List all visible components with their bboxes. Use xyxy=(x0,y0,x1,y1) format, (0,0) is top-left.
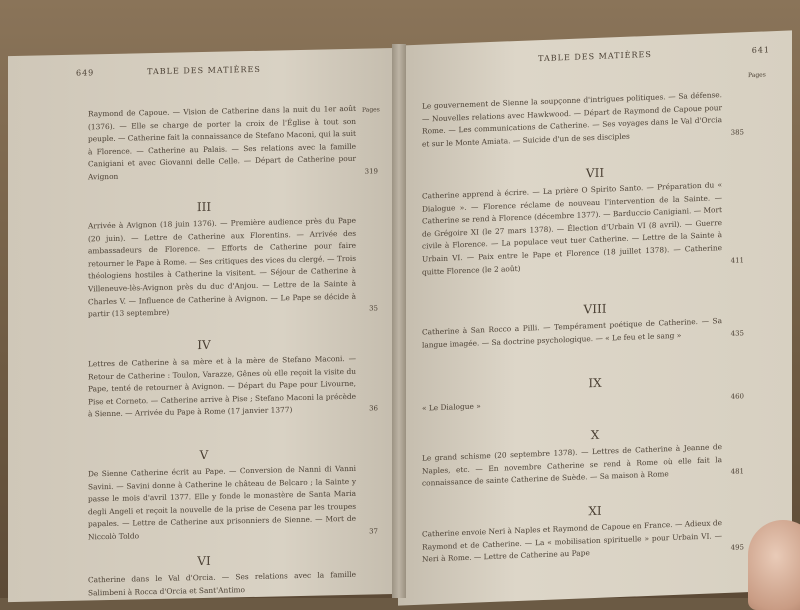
left-entry-4 xyxy=(88,569,356,600)
entry-page: 460 xyxy=(730,392,744,401)
right-entry-1 xyxy=(422,179,744,279)
section-numeral-VIII: VIII xyxy=(583,301,607,317)
entry-text: Catherine envoie Neri à Naples et Raymond de Capoue en France. — Adieux de Raymond et de Catherine. — La « mobilisation spirituelle » pour Urbain VI. — Neri à Rome. — Lettre de Catherine au Pape xyxy=(422,518,722,564)
right-entry-5 xyxy=(422,517,744,566)
entry-page: 435 xyxy=(730,328,744,338)
entry-page: 481 xyxy=(730,467,744,476)
right-pages-column-label: Pages xyxy=(748,71,766,80)
left-pages-column-label: Pages xyxy=(362,106,380,114)
right-header xyxy=(398,44,792,64)
left-entry-1 xyxy=(88,215,378,321)
section-numeral-IV: IV xyxy=(197,337,211,353)
right-page-number: 641 xyxy=(751,45,770,55)
left-entry-3 xyxy=(88,463,378,544)
section-numeral-XI: XI xyxy=(588,503,602,519)
right-entry-0 xyxy=(422,89,744,151)
section-numeral-IX: IX xyxy=(588,375,602,391)
section-numeral-VI: VI xyxy=(197,553,211,569)
left-header xyxy=(8,62,400,78)
entry-text: Catherine apprend à écrire. — La prière O Spirito Santo. — Préparation du « Dialogue ». — Florence réclame de nouveau l'intervention de la Sainte. — Catherine se rend à Florence (décembre 1377). — Barduccio Canigiani. — Mort de Grégoire XI (le 27 mars 1378). — Élection d'Urbain VI (8 avril). — Guerre civile à Florence. — La populace veut tuer Catherine. — Lettre de la Sainte à Urbain VI. — Paix entre le Pape et Florence (18 juillet 1378). — Catherine quitte Florence (le 2 août) xyxy=(422,180,722,277)
entry-text: Lettres de Catherine à sa mère et à la mère de Stefano Maconi. — Retour de Catherine : Toulon, Varazze, Gênes où elle reçoit la visite du Pape, tenté de retourner à Avignon. — Départ du Pape pour Livourne, Pise et Corneto. — Catherine arrive à Pise ; Stefano Maconi la précède à Sienne. — Arrivée du Pape à Rome (17 janvier 1377) xyxy=(88,353,356,419)
section-numeral-III: III xyxy=(196,199,212,215)
section-numeral-VII: VII xyxy=(585,165,605,181)
entry-text: Arrivée à Avignon (18 juin 1376). — Première audience près du Pape (20 juin). — Lettre de Catherine aux Florentins. — Arrivée des ambassadeurs de Florence. — Efforts de Catherine pour faire retourner le Pape à Rome. — Ses critiques des vices du clergé. — Trois théologiens hostiles à Catherine la visitent. — Séjour de Catherine à Villeneuve-lès-Avignon près du duc d'Anjou. — Lettre de la Sainte à Charles V. — Influence de Catherine à Avignon. — Le Pape se décide à partir (13 septembre) xyxy=(88,215,356,319)
left-header-title: TABLE DES MATIÈRES xyxy=(147,64,261,77)
entry-text: Catherine dans le Val d'Orcia. — Ses relations avec la famille Salimbeni à Rocca d'Orcia et Sant'Antimo xyxy=(88,569,356,598)
left-page-number: 649 xyxy=(76,68,95,78)
thumb xyxy=(748,520,800,610)
entry-page: 319 xyxy=(364,167,378,176)
entry-page: 37 xyxy=(369,527,378,536)
entry-text: « Le Dialogue » xyxy=(422,401,481,413)
right-entry-4 xyxy=(422,441,744,490)
section-numeral-X: X xyxy=(590,427,600,443)
entry-page: 411 xyxy=(730,255,744,265)
left-page xyxy=(8,48,400,602)
entry-page: 35 xyxy=(369,304,378,313)
right-header-title: TABLE DES MATIÈRES xyxy=(538,49,652,64)
entry-text: Le grand schisme (20 septembre 1378). — Lettres de Catherine à Jeanne de Naples, etc. — En novembre Catherine se rend à Rome où elle fait la connaissance de sainte Catherine de Suède. — Sa maison à Rome xyxy=(422,442,722,488)
left-entry-2 xyxy=(88,353,378,422)
book-gutter xyxy=(392,44,406,598)
entry-page: 495 xyxy=(730,543,744,552)
entry-text: De Sienne Catherine écrit au Pape. — Conversion de Nanni di Vanni Savini. — Savini donne à Catherine le château de Belcaro ; la Sainte y passe le mois d'avril 1377. Elle y fonde le monastère de Santa Maria degli Angeli et reçoit la nouvelle de la prise de Cesena par les troupes papales. — Lettre de Catherine aux prisonniers de Sienne. — Mort de Niccolò Toldo xyxy=(88,463,356,542)
entry-text: Le gouvernement de Sienne la soupçonne d'intrigues politiques. — Sa défense. — Nouvelles relations avec Hawkwood. — Départ de Raymond de Capoue pour Rome. — Les communications de Catherine. — Ses voyages dans le Val d'Orcia et sur le Monte Amiata. — Suicide d'un de ses disciples xyxy=(422,90,722,149)
right-page xyxy=(398,30,792,605)
section-numeral-V: V xyxy=(199,447,209,463)
entry-page: 36 xyxy=(369,404,378,413)
entry-text: Catherine à San Rocco a Pilli. — Tempérament poétique de Catherine. — Sa langue imagée. — Sa doctrine psychologique. — « Le feu et le sang » xyxy=(422,316,722,350)
entry-page: 385 xyxy=(730,128,744,137)
entry-text: Raymond de Capoue. — Vision de Catherine dans la nuit du 1er août (1376). — Elle se charge de porter la croix de l'Église à tout son peuple. — Catherine fait la connaissance de Stefano Maconi, qui la suit à Florence. — Catherine au Palais. — Ses relations avec la famille Canigiani et avec Giovanni delle Celle. — Départ de Catherine pour Avignon xyxy=(88,103,356,182)
